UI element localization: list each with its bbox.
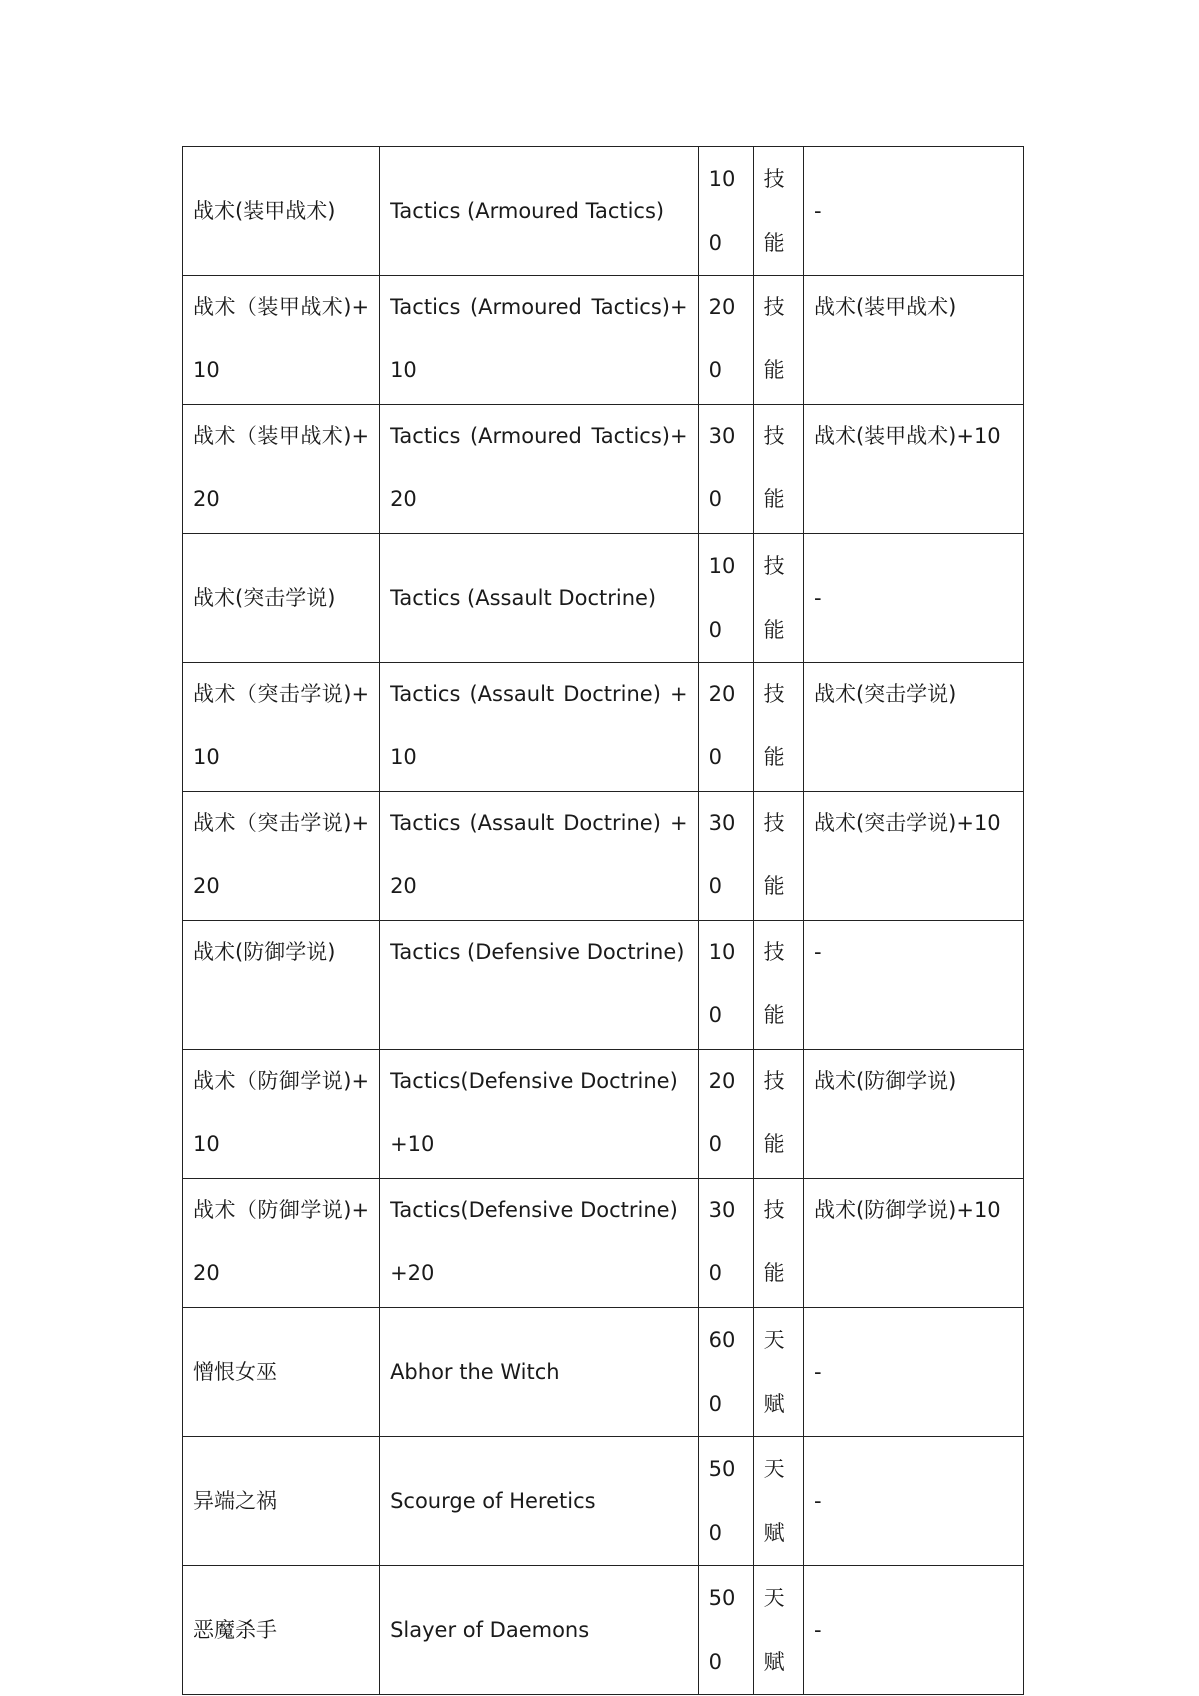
cost-text: 300 [708,811,736,898]
type-text: 技能 [763,940,785,1027]
table-row [183,663,1024,792]
chinese-name-text: 战术(防御学说) [193,940,336,964]
cell-prerequisite [803,663,1023,792]
chinese-name-text: 战术（防御学说)+20 [193,1198,370,1285]
chinese-name-text: 战术（装甲战术)+20 [193,424,370,511]
cell-english-name [380,792,699,921]
cell-english-name [380,1566,699,1695]
english-name-text: Tactics(Defensive Doctrine)+20 [390,1198,678,1285]
cell-chinese-name [183,1179,380,1308]
english-name-text: Tactics (Armoured Tactics) [390,199,665,223]
type-text: 技能 [763,682,785,769]
english-name-text: Scourge of Heretics [390,1489,596,1513]
cell-cost [698,1050,753,1179]
cell-type [753,663,803,792]
cell-type [753,792,803,921]
cost-text: 300 [708,1198,736,1285]
cell-cost [698,534,753,663]
prerequisite-text: 战术(突击学说) [813,682,957,706]
prerequisite-text: 战术(突击学说)+10 [813,811,1001,835]
cost-text: 100 [708,167,736,255]
table-row [183,405,1024,534]
cost-text: 200 [708,682,736,769]
cell-cost [698,1566,753,1695]
cell-type [753,1308,803,1437]
cell-chinese-name [183,1050,380,1179]
prerequisite-text: - [813,199,822,223]
cell-cost [698,405,753,534]
table-row [183,276,1024,405]
english-name-text: Slayer of Daemons [390,1618,590,1642]
cell-type [753,1179,803,1308]
cell-chinese-name [183,276,380,405]
cell-type [753,1050,803,1179]
english-name-text: Tactics (Assault Doctrine) +20 [390,811,688,898]
chinese-name-text: 异端之祸 [193,1489,277,1513]
cell-chinese-name [183,1308,380,1437]
cell-chinese-name [183,1437,380,1566]
table-row [183,147,1024,276]
english-name-text: Tactics(Defensive Doctrine)+10 [390,1069,678,1156]
advances-table-body [183,147,1024,1695]
cost-text: 100 [708,554,736,642]
type-text: 天赋 [763,1328,785,1416]
chinese-name-text: 战术(装甲战术) [193,199,336,223]
cell-chinese-name [183,921,380,1050]
cell-prerequisite [803,921,1023,1050]
prerequisite-text: - [813,1618,822,1642]
cell-english-name [380,534,699,663]
english-name-text: Tactics (Assault Doctrine) [390,586,657,610]
chinese-name-text: 战术（突击学说)+10 [193,682,370,769]
cost-text: 100 [708,940,736,1027]
cell-type [753,1566,803,1695]
cell-english-name [380,1437,699,1566]
cell-cost [698,1179,753,1308]
cell-prerequisite [803,534,1023,663]
chinese-name-text: 战术(突击学说) [193,586,336,610]
cell-cost [698,1437,753,1566]
cell-type [753,276,803,405]
table-row [183,534,1024,663]
cell-type [753,921,803,1050]
cell-english-name [380,663,699,792]
cost-text: 500 [708,1457,736,1545]
prerequisite-text: - [813,586,822,610]
english-name-text: Tactics (Assault Doctrine) +10 [390,682,688,769]
cell-chinese-name [183,147,380,276]
cell-prerequisite [803,1437,1023,1566]
cell-cost [698,147,753,276]
prerequisite-text: - [813,940,822,964]
cost-text: 600 [708,1328,736,1416]
cost-text: 500 [708,1586,736,1674]
cell-chinese-name [183,534,380,663]
type-text: 技能 [763,167,785,255]
prerequisite-text: 战术(装甲战术)+10 [813,424,1001,448]
cell-type [753,534,803,663]
cell-chinese-name [183,1566,380,1695]
table-row [183,1179,1024,1308]
prerequisite-text: 战术(装甲战术) [813,295,957,319]
cell-english-name [380,1050,699,1179]
type-text: 技能 [763,554,785,642]
type-text: 技能 [763,811,785,898]
table-row [183,1437,1024,1566]
cell-cost [698,276,753,405]
type-text: 技能 [763,424,785,511]
cell-cost [698,792,753,921]
english-name-text: Tactics (Defensive Doctrine) [390,940,685,964]
cell-english-name [380,921,699,1050]
chinese-name-text: 战术（防御学说)+10 [193,1069,370,1156]
cell-cost [698,1308,753,1437]
english-name-text: Tactics (Armoured Tactics)+20 [390,424,688,511]
table-row [183,1308,1024,1437]
cost-text: 200 [708,1069,736,1156]
chinese-name-text: 恶魔杀手 [193,1618,277,1642]
chinese-name-text: 战术（突击学说)+20 [193,811,370,898]
cell-english-name [380,405,699,534]
cost-text: 200 [708,295,736,382]
cost-text: 300 [708,424,736,511]
cell-english-name [380,1179,699,1308]
prerequisite-text: - [813,1489,822,1513]
type-text: 天赋 [763,1457,785,1545]
prerequisite-text: 战术(防御学说)+10 [813,1198,1001,1222]
table-row [183,1050,1024,1179]
advances-table [182,146,1024,1695]
type-text: 技能 [763,1198,785,1285]
table-row [183,921,1024,1050]
cell-prerequisite [803,1050,1023,1179]
prerequisite-text: - [813,1360,822,1384]
cell-english-name [380,147,699,276]
english-name-text: Abhor the Witch [390,1360,560,1384]
cell-cost [698,663,753,792]
table-row [183,1566,1024,1695]
type-text: 技能 [763,1069,785,1156]
table-row [183,792,1024,921]
cell-chinese-name [183,663,380,792]
chinese-name-text: 憎恨女巫 [193,1360,277,1384]
cell-prerequisite [803,1308,1023,1437]
cell-chinese-name [183,405,380,534]
cell-cost [698,921,753,1050]
cell-prerequisite [803,792,1023,921]
type-text: 技能 [763,295,785,382]
cell-type [753,1437,803,1566]
cell-prerequisite [803,147,1023,276]
cell-type [753,147,803,276]
cell-prerequisite [803,1566,1023,1695]
prerequisite-text: 战术(防御学说) [813,1069,957,1093]
cell-chinese-name [183,792,380,921]
cell-type [753,405,803,534]
english-name-text: Tactics (Armoured Tactics)+10 [390,295,688,382]
cell-prerequisite [803,405,1023,534]
cell-english-name [380,1308,699,1437]
chinese-name-text: 战术（装甲战术)+10 [193,295,370,382]
cell-prerequisite [803,1179,1023,1308]
cell-prerequisite [803,276,1023,405]
cell-english-name [380,276,699,405]
type-text: 天赋 [763,1586,785,1674]
